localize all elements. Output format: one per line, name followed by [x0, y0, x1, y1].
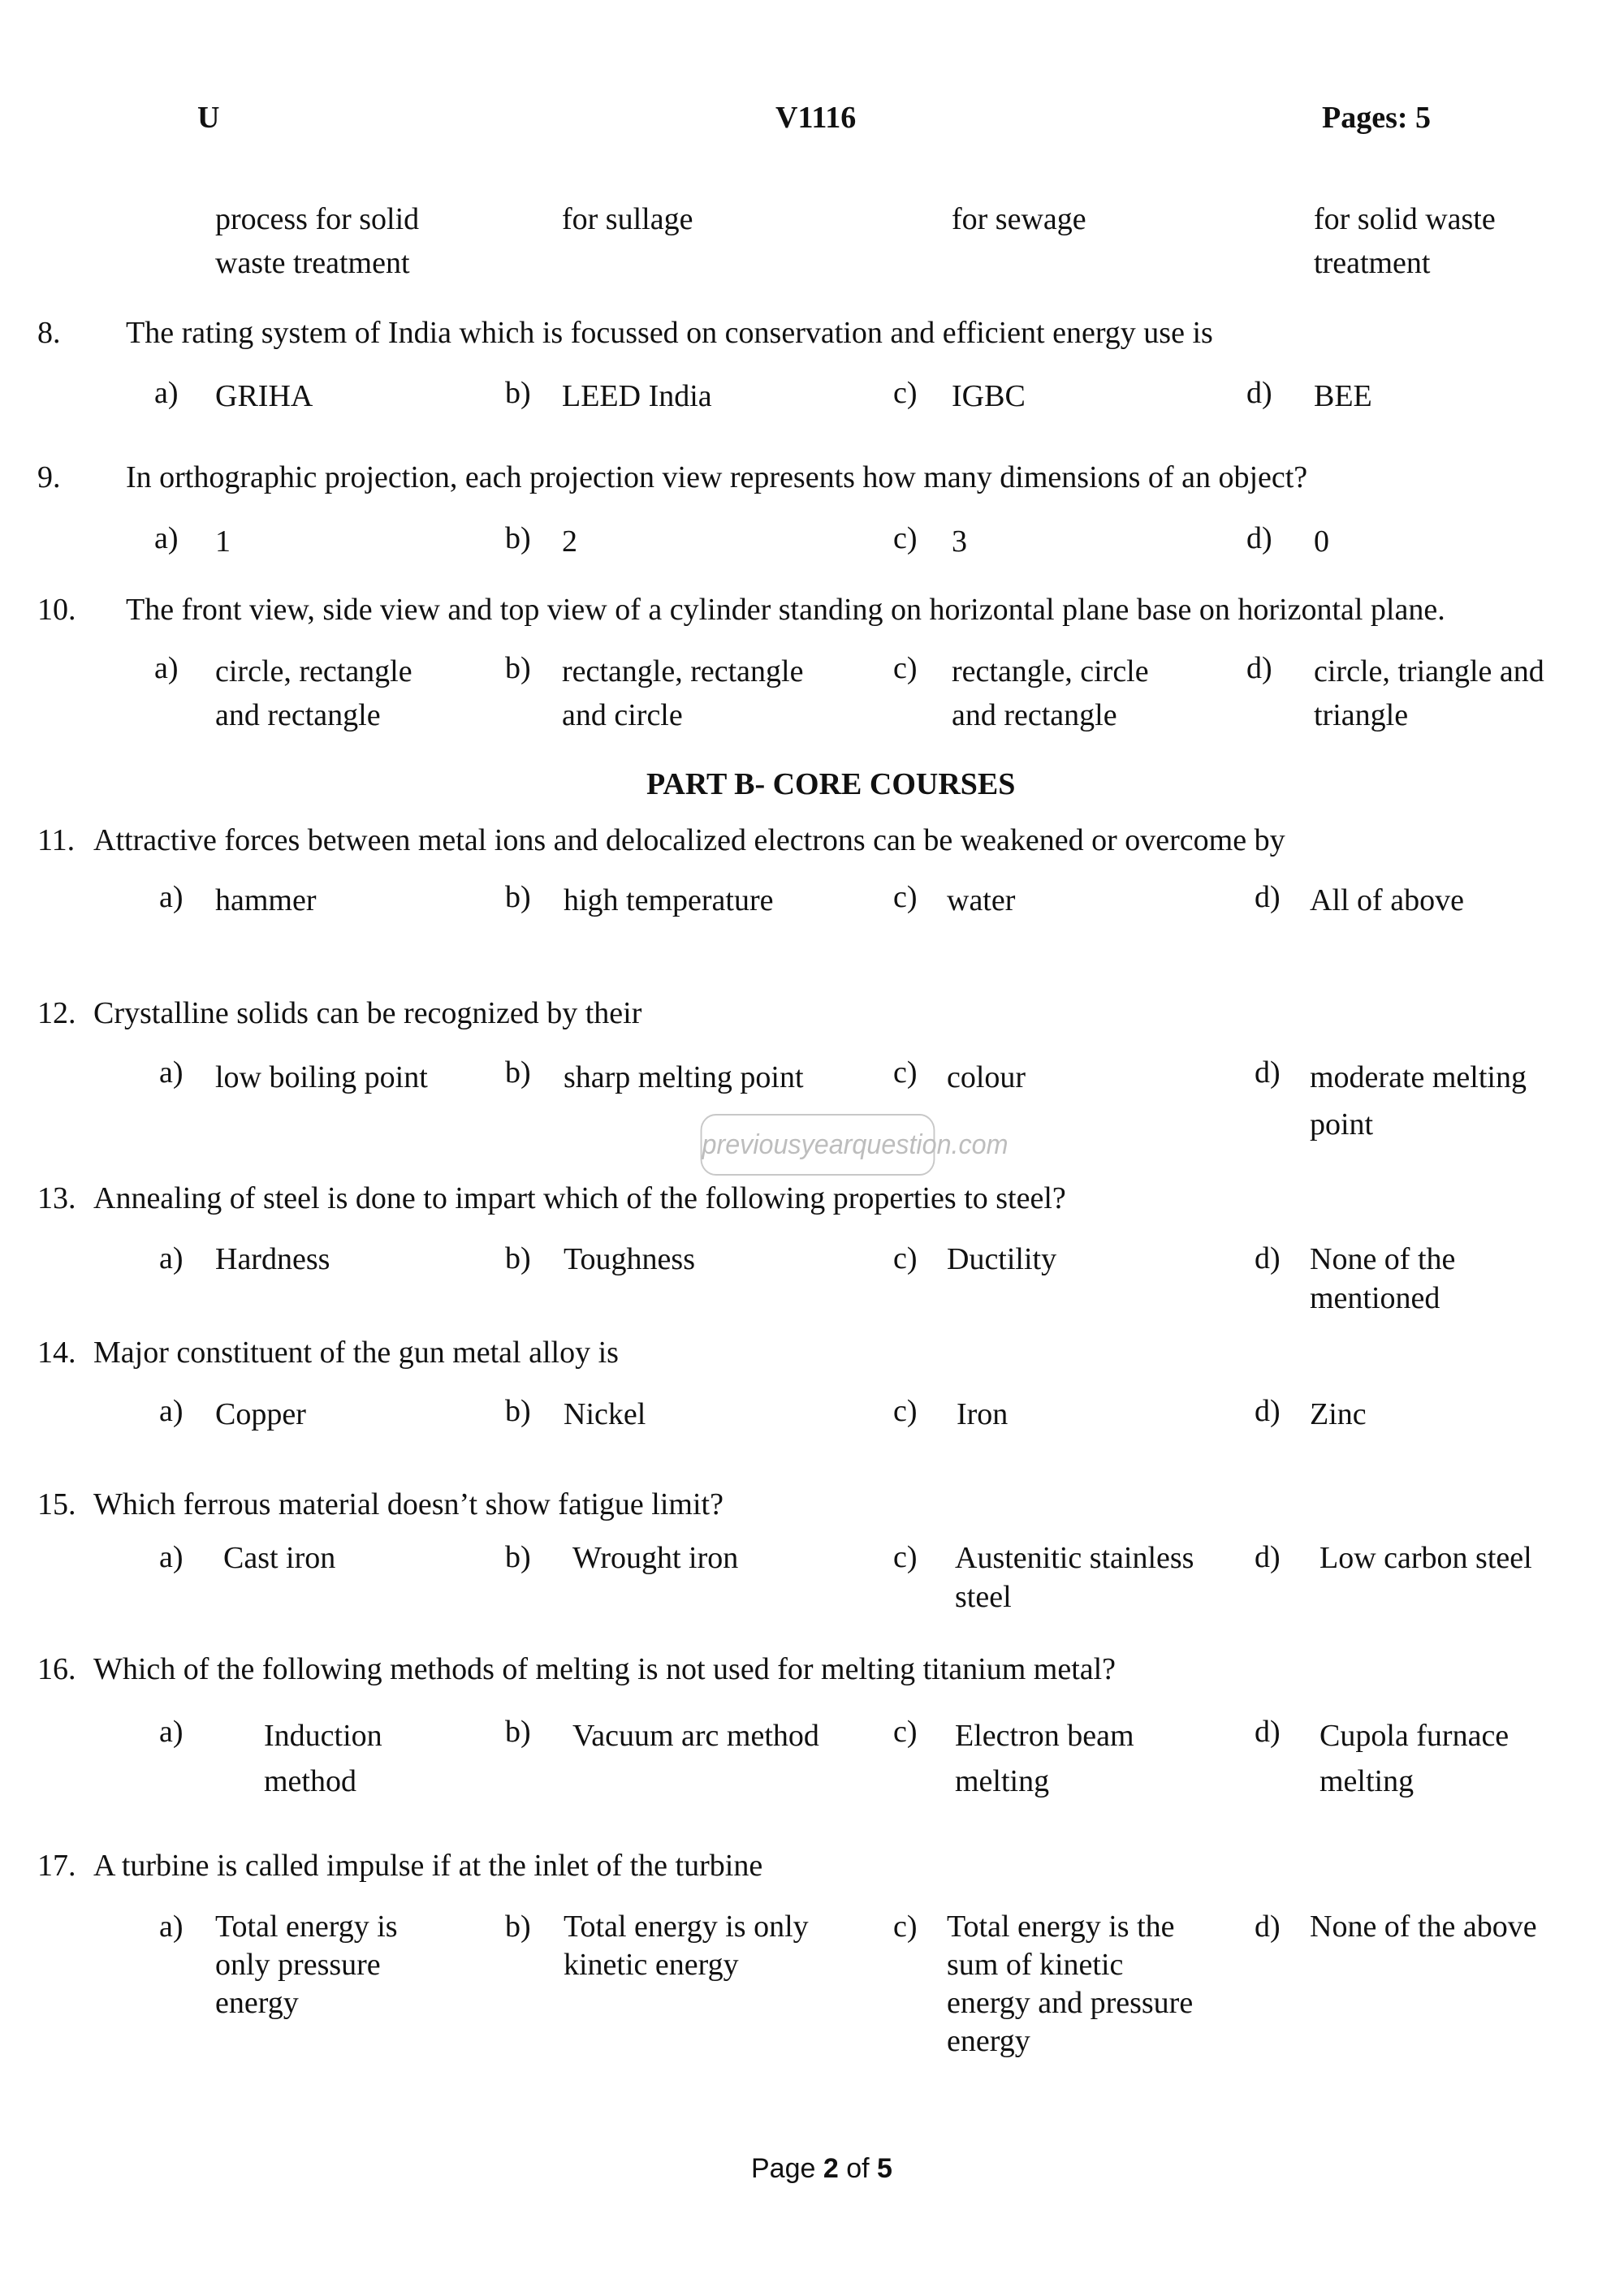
- question-text: A turbine is called impulse if at the inlet of the turbine: [93, 1849, 763, 1883]
- option-line: Cast iron: [223, 1541, 336, 1575]
- option-line: 2: [562, 524, 577, 559]
- option-line: rectangle, rectangle: [562, 654, 804, 688]
- option-line: colour: [947, 1060, 1026, 1094]
- carryover-line: waste treatment: [215, 246, 410, 280]
- option-text: [564, 1054, 804, 1101]
- option-line: steel: [955, 1580, 1012, 1614]
- carryover-line: treatment: [1314, 246, 1431, 280]
- option-label: a): [159, 1394, 184, 1428]
- option-line: kinetic energy: [564, 1948, 739, 1982]
- option-line: high temperature: [564, 883, 774, 917]
- option-label: c): [893, 1540, 918, 1574]
- paper-code: V1116: [775, 101, 857, 135]
- option-label: c): [893, 1241, 918, 1275]
- option-line: only pressure: [215, 1948, 381, 1982]
- option-line: Ductility: [947, 1242, 1057, 1276]
- option-label: d): [1246, 651, 1272, 685]
- question-text: Attractive forces between metal ions and delocalized electrons can be weakened or overcome by: [93, 823, 1285, 857]
- option-text: [564, 878, 774, 922]
- option-line: moderate melting: [1310, 1060, 1527, 1094]
- question-text: Crystalline solids can be recognized by their: [93, 996, 642, 1030]
- option-text: [215, 374, 313, 418]
- question-number: 12.: [37, 996, 76, 1030]
- option-line: BEE: [1314, 379, 1372, 413]
- option-label: d): [1255, 1715, 1281, 1749]
- option-line: Iron: [957, 1397, 1009, 1431]
- option-line: triangle: [1314, 698, 1409, 732]
- option-line: None of the: [1310, 1242, 1456, 1276]
- question-number: 8.: [37, 316, 61, 350]
- option-text: [957, 1392, 1008, 1436]
- watermark-stamp: previousyearquestion.com: [701, 1114, 935, 1176]
- footer-current-page: 2: [823, 2153, 839, 2184]
- question-number: 13.: [37, 1181, 76, 1215]
- option-line: All of above: [1310, 883, 1464, 917]
- option-line: Toughness: [564, 1242, 696, 1276]
- option-text: [564, 1392, 646, 1436]
- option-text: [562, 374, 712, 418]
- option-label: c): [893, 1394, 918, 1428]
- option-text: [955, 1713, 1134, 1804]
- option-label: c): [893, 1055, 918, 1090]
- question-number: 15.: [37, 1487, 76, 1521]
- option-line: 3: [952, 524, 967, 559]
- option-text: [947, 878, 1015, 922]
- question-text: Major constituent of the gun metal alloy is: [93, 1336, 619, 1370]
- option-line: Austenitic stainless: [955, 1541, 1194, 1575]
- option-text: [952, 520, 967, 563]
- option-label: a): [154, 651, 179, 685]
- option-text: [1314, 650, 1544, 737]
- option-line: IGBC: [952, 379, 1026, 413]
- option-label: d): [1255, 1241, 1281, 1275]
- option-text: [572, 1713, 819, 1759]
- option-line: and rectangle: [215, 698, 381, 732]
- option-label: b): [505, 1910, 531, 1944]
- option-line: Low carbon steel: [1320, 1541, 1532, 1575]
- section-title: PART B- CORE COURSES: [646, 767, 1016, 801]
- option-label: c): [893, 521, 918, 555]
- option-label: c): [893, 1715, 918, 1749]
- carryover-option-b: [562, 197, 693, 241]
- option-label: c): [893, 651, 918, 685]
- option-label: a): [159, 1540, 184, 1574]
- question-number: 16.: [37, 1652, 76, 1686]
- option-line: energy and pressure: [947, 1986, 1194, 2020]
- option-line: Copper: [215, 1397, 306, 1431]
- question-text: Which ferrous material doesn’t show fatigue limit?: [93, 1487, 723, 1521]
- option-line: circle, triangle and: [1314, 654, 1544, 688]
- option-line: and rectangle: [952, 698, 1117, 732]
- header-left-mark: U: [197, 101, 220, 135]
- option-text: [952, 374, 1026, 418]
- question-number: 9.: [37, 460, 61, 494]
- option-line: GRIHA: [215, 379, 313, 413]
- option-label: d): [1255, 1394, 1281, 1428]
- footer-total-pages: 5: [877, 2153, 892, 2184]
- option-text: [215, 1240, 330, 1279]
- option-label: a): [154, 376, 179, 410]
- carryover-line: for sewage: [952, 202, 1086, 236]
- option-label: a): [159, 1055, 184, 1090]
- option-label: d): [1255, 1055, 1281, 1090]
- option-label: b): [505, 651, 531, 685]
- option-label: d): [1246, 376, 1272, 410]
- option-line: and circle: [562, 698, 683, 732]
- option-text: [264, 1713, 382, 1804]
- option-line: Total energy is the: [947, 1910, 1175, 1944]
- option-line: mentioned: [1310, 1281, 1440, 1315]
- option-line: energy: [947, 2024, 1030, 2058]
- option-line: Total energy is only: [564, 1910, 809, 1944]
- option-label: a): [159, 880, 184, 914]
- question-text: In orthographic projection, each projection view represents how many dimensions of an object?: [126, 460, 1308, 494]
- option-text: [215, 1392, 306, 1436]
- question-number: 11.: [37, 823, 76, 857]
- option-line: Hardness: [215, 1242, 330, 1276]
- option-label: a): [154, 521, 179, 555]
- option-line: circle, rectangle: [215, 654, 412, 688]
- option-line: method: [264, 1764, 356, 1798]
- option-text: [562, 650, 803, 737]
- option-text: [1310, 1240, 1455, 1318]
- option-label: d): [1246, 521, 1272, 555]
- option-label: b): [505, 521, 531, 555]
- carryover-line: process for solid: [215, 202, 420, 236]
- option-line: Nickel: [564, 1397, 646, 1431]
- carryover-line: for solid waste: [1314, 202, 1496, 236]
- question-number: 14.: [37, 1336, 76, 1370]
- option-text: [955, 1539, 1194, 1616]
- page-count: Pages: 5: [1322, 101, 1432, 135]
- option-text: [1310, 878, 1464, 922]
- carryover-option-d: [1314, 197, 1496, 285]
- option-label: a): [159, 1241, 184, 1275]
- option-line: Induction: [264, 1719, 382, 1753]
- option-line: None of the above: [1310, 1910, 1537, 1944]
- option-label: b): [505, 1540, 531, 1574]
- option-line: 0: [1314, 524, 1329, 559]
- option-text: [223, 1539, 335, 1577]
- option-line: LEED India: [562, 379, 712, 413]
- question-text: Annealing of steel is done to impart which of the following properties to steel?: [93, 1181, 1066, 1215]
- option-line: melting: [1320, 1764, 1415, 1798]
- option-label: c): [893, 1910, 918, 1944]
- option-text: [215, 878, 317, 922]
- question-number: 10.: [37, 593, 76, 627]
- question-number: 17.: [37, 1849, 76, 1883]
- option-line: low boiling point: [215, 1060, 428, 1094]
- option-line: water: [947, 883, 1016, 917]
- option-label: b): [505, 1055, 531, 1090]
- option-text: [1310, 1392, 1367, 1436]
- option-text: [215, 520, 231, 563]
- option-label: d): [1255, 880, 1281, 914]
- option-line: Total energy is: [215, 1910, 398, 1944]
- option-text: [215, 1054, 428, 1101]
- option-text: [1310, 1054, 1527, 1148]
- option-line: Vacuum arc method: [572, 1719, 819, 1753]
- option-line: energy: [215, 1986, 299, 2020]
- option-text: [1320, 1713, 1509, 1804]
- option-line: Zinc: [1310, 1397, 1367, 1431]
- option-line: sum of kinetic: [947, 1948, 1124, 1982]
- option-text: [215, 1908, 398, 2022]
- option-text: [572, 1539, 738, 1577]
- option-text: [1314, 374, 1372, 418]
- footer-of: of: [838, 2153, 878, 2184]
- option-line: hammer: [215, 883, 317, 917]
- option-line: Wrought iron: [572, 1541, 739, 1575]
- option-text: [564, 1908, 809, 1984]
- option-label: b): [505, 1715, 531, 1749]
- option-text: [947, 1240, 1056, 1279]
- question-text: Which of the following methods of melting is not used for melting titanium metal?: [93, 1652, 1116, 1686]
- option-text: [1314, 520, 1329, 563]
- option-text: [564, 1240, 695, 1279]
- option-label: a): [159, 1715, 184, 1749]
- option-line: melting: [955, 1764, 1050, 1798]
- option-label: d): [1255, 1910, 1281, 1944]
- carryover-option-a: [215, 197, 419, 285]
- page-footer: [751, 2151, 892, 2186]
- option-text: [952, 650, 1149, 737]
- option-text: [562, 520, 577, 563]
- carryover-option-c: [952, 197, 1086, 241]
- option-text: [1310, 1908, 1537, 1946]
- option-text: [947, 1908, 1193, 2061]
- option-label: b): [505, 1394, 531, 1428]
- option-line: 1: [215, 524, 231, 559]
- option-line: rectangle, circle: [952, 654, 1149, 688]
- question-text: The rating system of India which is focussed on conservation and efficient energy use is: [126, 316, 1213, 350]
- option-line: Electron beam: [955, 1719, 1134, 1753]
- option-text: [1320, 1539, 1532, 1577]
- option-text: [947, 1054, 1026, 1101]
- carryover-line: for sullage: [562, 202, 693, 236]
- footer-prefix: Page: [751, 2153, 823, 2184]
- option-label: c): [893, 880, 918, 914]
- question-text: The front view, side view and top view of a cylinder standing on horizontal plane base on horizontal plane.: [126, 593, 1445, 627]
- option-label: b): [505, 1241, 531, 1275]
- option-text: [215, 650, 412, 737]
- option-label: d): [1255, 1540, 1281, 1574]
- option-line: sharp melting point: [564, 1060, 804, 1094]
- option-line: point: [1310, 1107, 1374, 1142]
- option-label: a): [159, 1910, 184, 1944]
- option-label: c): [893, 376, 918, 410]
- option-line: Cupola furnace: [1320, 1719, 1510, 1753]
- option-label: b): [505, 376, 531, 410]
- option-label: b): [505, 880, 531, 914]
